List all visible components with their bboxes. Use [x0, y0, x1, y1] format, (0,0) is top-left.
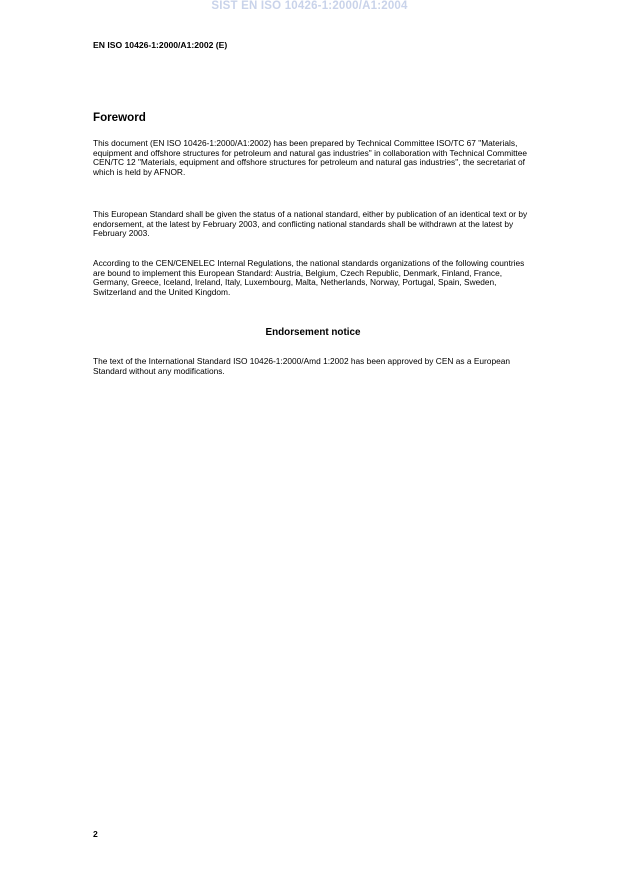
foreword-paragraph-3: According to the CEN/CENELEC Internal Regulations, the national standards organizations of the following countries are bound to implement this European Standard: Austria, Belgium, Czech Republic, Denmark, Finland, France, Germany, Greece, Iceland, Ireland, Italy, Luxembourg, Malta, Netherlands, Norway, Portugal, Spain, Sweden, Switzerland and the United Kingdom. [93, 258, 525, 298]
foreword-title: Foreword [93, 111, 146, 124]
page-number: 2 [93, 829, 98, 839]
foreword-paragraph-2: This European Standard shall be given the status of a national standard, either by publication of an identical text or by endorsement, at the latest by February 2003, and conflicting national standards shall be withdrawn at the latest by February 2003. [93, 209, 528, 239]
endorsement-text: The text of the International Standard ISO 10426-1:2000/Amd 1:2002 has been approved by CEN as a European Standard without any modifications. [93, 356, 511, 376]
foreword-paragraph-1: This document (EN ISO 10426-1:2000/A1:2002) has been prepared by Technical Committee ISO/TC 67 "Materials, equipment and offshore structures for petroleum and natural gas industries" in collaboration with Technical Committee CEN/TC 12 "Materials, equipment and offshore structures for petroleum and natural gas industries", the secretariat of which is held by AFNOR. [93, 138, 527, 178]
document-header: EN ISO 10426-1:2000/A1:2002 (E) [93, 40, 228, 50]
endorsement-title: Endorsement notice [265, 327, 361, 338]
watermark: SIST EN ISO 10426-1:2000/A1:2004 [211, 0, 408, 12]
